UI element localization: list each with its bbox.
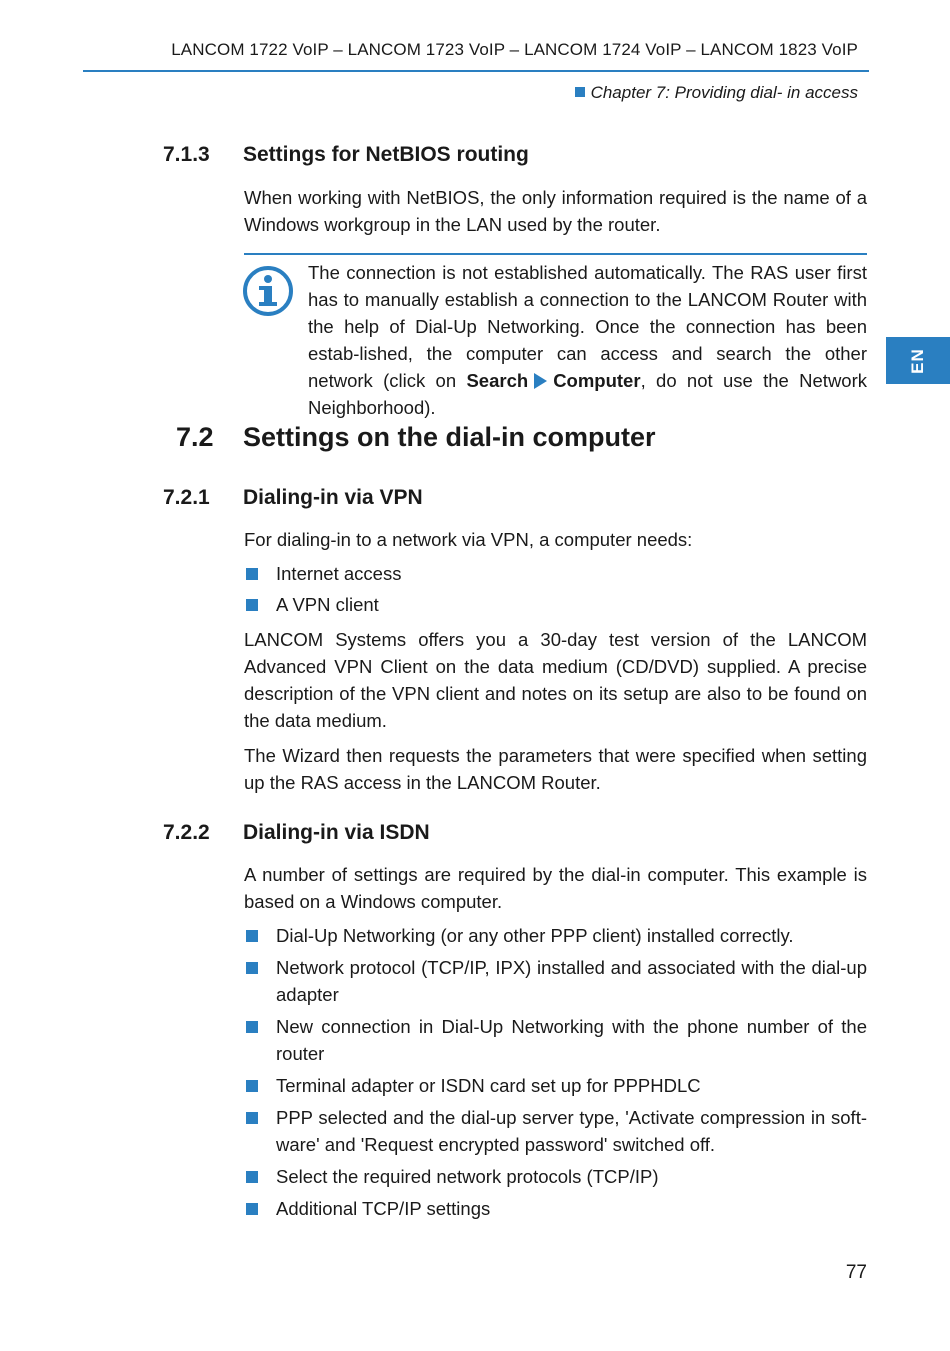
list-item: Network protocol (TCP/IP, IPX) installed and associated with the dial-up adapter xyxy=(244,954,867,1008)
note-rule xyxy=(244,253,867,255)
section-713-title: Settings for NetBIOS routing xyxy=(243,143,529,166)
section-721-heading xyxy=(163,486,423,510)
section-72-title: Settings on the dial-in computer xyxy=(243,422,656,452)
list-item: Internet access xyxy=(244,560,867,587)
list-item: Terminal adapter or ISDN card set up for PPPHDLC xyxy=(244,1072,867,1099)
header-rule xyxy=(83,70,869,72)
list-item: Additional TCP/IP settings xyxy=(244,1195,867,1222)
list-item: Select the required network protocols (TCP/IP) xyxy=(244,1163,867,1190)
bullet-square-icon xyxy=(246,1112,258,1124)
section-721-intro: For dialing-in to a network via VPN, a computer needs: xyxy=(244,529,693,550)
section-721-number: 7.2.1 xyxy=(163,486,210,509)
section-72-heading xyxy=(176,422,656,453)
bullet-square-icon xyxy=(246,599,258,611)
chapter-square-icon xyxy=(575,87,585,97)
list-item: A VPN client xyxy=(244,591,867,618)
bullet-square-icon xyxy=(246,568,258,580)
list-item: New connection in Dial-Up Networking with the phone number of the router xyxy=(244,1013,867,1067)
chapter-label xyxy=(575,83,858,103)
info-icon xyxy=(242,265,294,317)
list-item: PPP selected and the dial-up server type, 'Activate compression in soft-ware' and 'Request encrypted password' switched off. xyxy=(244,1104,867,1158)
note-text-before: The connection is not established automatically. The RAS user first has to manually establish a connection to the LANCOM Router with the help of Dial-Up Networking. Once the connection has been estab-lished, the computer can access and search the other network (click on xyxy=(308,262,867,391)
bullet-square-icon xyxy=(246,1021,258,1033)
section-721-paragraph-1: LANCOM Systems offers you a 30-day test version of the LANCOM Advanced VPN Client on the data medium (CD/DVD) supplied. A precise description of the VPN client and notes on its setup are also to be found on the data medium. xyxy=(244,629,867,731)
section-722-title: Dialing-in via ISDN xyxy=(243,821,430,844)
note-bold-computer: Computer xyxy=(553,370,641,391)
section-721-paragraph-2: The Wizard then requests the parameters that were specified when setting up the RAS access in the LANCOM Router. xyxy=(244,745,867,793)
page-number: 77 xyxy=(845,1262,867,1283)
bullet-square-icon xyxy=(246,1203,258,1215)
arrow-right-icon xyxy=(534,373,547,389)
language-tab-label: EN xyxy=(908,347,927,374)
chapter-text: Chapter 7: Providing dial- in access xyxy=(590,83,858,102)
section-721-title: Dialing-in via VPN xyxy=(243,486,423,509)
running-header: LANCOM 1722 VoIP – LANCOM 1723 VoIP – LANCOM 1724 VoIP – LANCOM 1823 VoIP xyxy=(171,40,858,59)
section-713-paragraph: When working with NetBIOS, the only information required is the name of a Windows workgroup in the LAN used by the router. xyxy=(244,187,867,235)
bullet-square-icon xyxy=(246,962,258,974)
bullet-square-icon xyxy=(246,930,258,942)
section-722-number: 7.2.2 xyxy=(163,821,210,844)
bullet-square-icon xyxy=(246,1171,258,1183)
section-713-heading xyxy=(163,143,529,167)
section-722-intro: A number of settings are required by the dial-in computer. This example is based on a Windows computer. xyxy=(244,864,867,912)
note-text-after: , do not use the Network Neighborhood). xyxy=(308,370,868,418)
info-note xyxy=(308,259,867,421)
bullet-square-icon xyxy=(246,1080,258,1092)
section-72-number: 7.2 xyxy=(176,422,214,452)
language-tab xyxy=(886,337,950,384)
list-item: Dial-Up Networking (or any other PPP client) installed correctly. xyxy=(244,922,867,949)
section-713-number: 7.1.3 xyxy=(163,143,210,166)
note-bold-search: Search xyxy=(466,370,529,391)
section-722-heading xyxy=(163,821,430,845)
